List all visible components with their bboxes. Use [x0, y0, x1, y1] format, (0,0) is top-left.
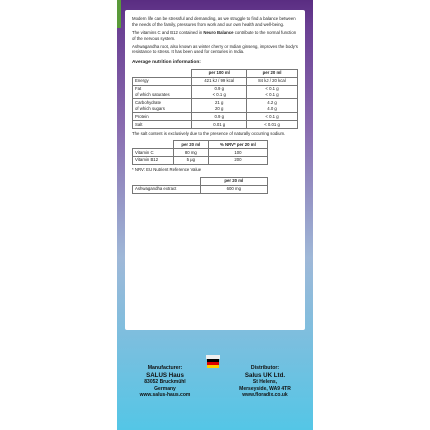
- distributor-block: [225, 365, 305, 398]
- cell-value: 80 mg: [173, 148, 208, 156]
- distributor-website: www.floradix.co.uk: [242, 391, 288, 398]
- header-empty-cell: [133, 177, 201, 185]
- info-card: [125, 10, 305, 330]
- nutrition-table: [132, 69, 298, 130]
- table-row: [133, 77, 298, 85]
- cell-value: < 0.1 g: [247, 113, 298, 121]
- table-row: [133, 185, 268, 193]
- table-header-row: [133, 177, 268, 185]
- intro-paragraph-3: Ashwagandha root, also known as winter cherry or Indian ginseng, improves the body's resistance to stress. It has been used for centuries in India.: [132, 43, 298, 55]
- manufacturer-line: Germany: [154, 385, 176, 392]
- intro-p2-post: contribute to the normal function of the nervous system.: [132, 29, 297, 41]
- package-panel: [117, 0, 313, 430]
- cell-fat-20: < 0.1 g: [265, 86, 279, 92]
- row-label: [133, 99, 192, 113]
- vitamin-table: [132, 140, 268, 165]
- intro-paragraph-2: [132, 30, 298, 42]
- table-header-row: [133, 140, 268, 148]
- nutrition-title: Average nutrition information:: [132, 60, 201, 66]
- salt-note: The salt content is exclusively due to the presence of naturally occurring sodium.: [132, 131, 286, 137]
- cell-carb-100: 21 g: [215, 99, 224, 105]
- row-label-carb: Carbohydrate: [135, 99, 162, 105]
- brand-name: Neuro Balance: [203, 29, 234, 35]
- table-row: [133, 148, 268, 156]
- row-label: Ashwagandha extract: [133, 185, 201, 193]
- row-label-fat: Fat: [135, 86, 142, 92]
- cell-value: 0.01 g: [192, 121, 247, 129]
- row-label: Vitamin C: [133, 148, 174, 156]
- german-flag-icon: [207, 359, 219, 373]
- header-empty-cell: [133, 69, 192, 77]
- cell-value: 5 µg: [173, 156, 208, 164]
- row-label: Salt: [133, 121, 192, 129]
- row-label-saturates: of which saturates: [135, 91, 170, 97]
- cell-carb-20: 4.2 g: [267, 99, 277, 105]
- flag-stripe-gold: [207, 365, 219, 368]
- cell-value: 100: [208, 148, 267, 156]
- manufacturer-line: 83052 Bruckmühl: [144, 379, 186, 386]
- cell-value: [192, 99, 247, 113]
- intro-p2-pre: The vitamins C and B12 contained in: [132, 29, 204, 35]
- distributor-line: St Helens,: [252, 379, 278, 386]
- distributor-title: Distributor:: [250, 365, 280, 371]
- column-header: per 20 ml: [173, 140, 208, 148]
- column-header: % NRV* per 20 ml: [208, 140, 267, 148]
- cell-sugar-100: 20 g: [215, 105, 224, 111]
- cell-value: 84 kJ / 20 kcal: [247, 77, 298, 85]
- manufacturer-title: Manufacturer:: [147, 365, 183, 371]
- cell-value: 421 kJ / 99 kcal: [192, 77, 247, 85]
- cell-value: 200: [208, 156, 267, 164]
- row-label: Energy: [133, 77, 192, 85]
- cell-value: [247, 99, 298, 113]
- table-row: [133, 113, 298, 121]
- nrv-footnote: * NRV: EU Nutrient Reference Value: [132, 166, 202, 172]
- table-row: [133, 85, 298, 99]
- table-row: [133, 156, 268, 164]
- company-info: [117, 353, 313, 413]
- manufacturer-name: SALUS Haus: [146, 371, 184, 379]
- herb-table: [132, 177, 268, 194]
- table-row: [133, 99, 298, 113]
- green-edge-strip: [117, 0, 121, 28]
- row-label: [133, 85, 192, 99]
- column-header: per 20 ml: [200, 177, 268, 185]
- row-label: Protein: [133, 113, 192, 121]
- table-header-row: [133, 69, 298, 77]
- header-empty-cell: [133, 140, 174, 148]
- cell-value: 0.9 g: [192, 113, 247, 121]
- distributor-line: Merseyside, WA9 4TR: [239, 385, 291, 392]
- cell-value: < 0.01 g: [247, 121, 298, 129]
- column-header: per 100 ml: [192, 69, 247, 77]
- cell-value: [247, 85, 298, 99]
- cell-fat-100: 0.9 g: [214, 86, 224, 92]
- distributor-name: Salus UK Ltd.: [244, 371, 286, 379]
- table-row: [133, 121, 298, 129]
- cell-value: [192, 85, 247, 99]
- column-header: per 20 ml: [247, 69, 298, 77]
- cell-value: 600 mg: [200, 185, 268, 193]
- row-label-sugars: of which sugars: [135, 105, 165, 111]
- cell-sat-20: < 0.1 g: [265, 91, 279, 97]
- intro-paragraph-1: Modern life can be stressful and demanding, as we struggle to find a balance between the needs of the family, pressures from work and our own health and well-being.: [132, 16, 296, 27]
- cell-sat-100: < 0.1 g: [212, 91, 226, 97]
- row-label: Vitamin B12: [133, 156, 174, 164]
- cell-sugar-20: 4.0 g: [267, 105, 277, 111]
- manufacturer-website: www.salus-haus.com: [139, 391, 191, 398]
- manufacturer-block: [125, 365, 205, 398]
